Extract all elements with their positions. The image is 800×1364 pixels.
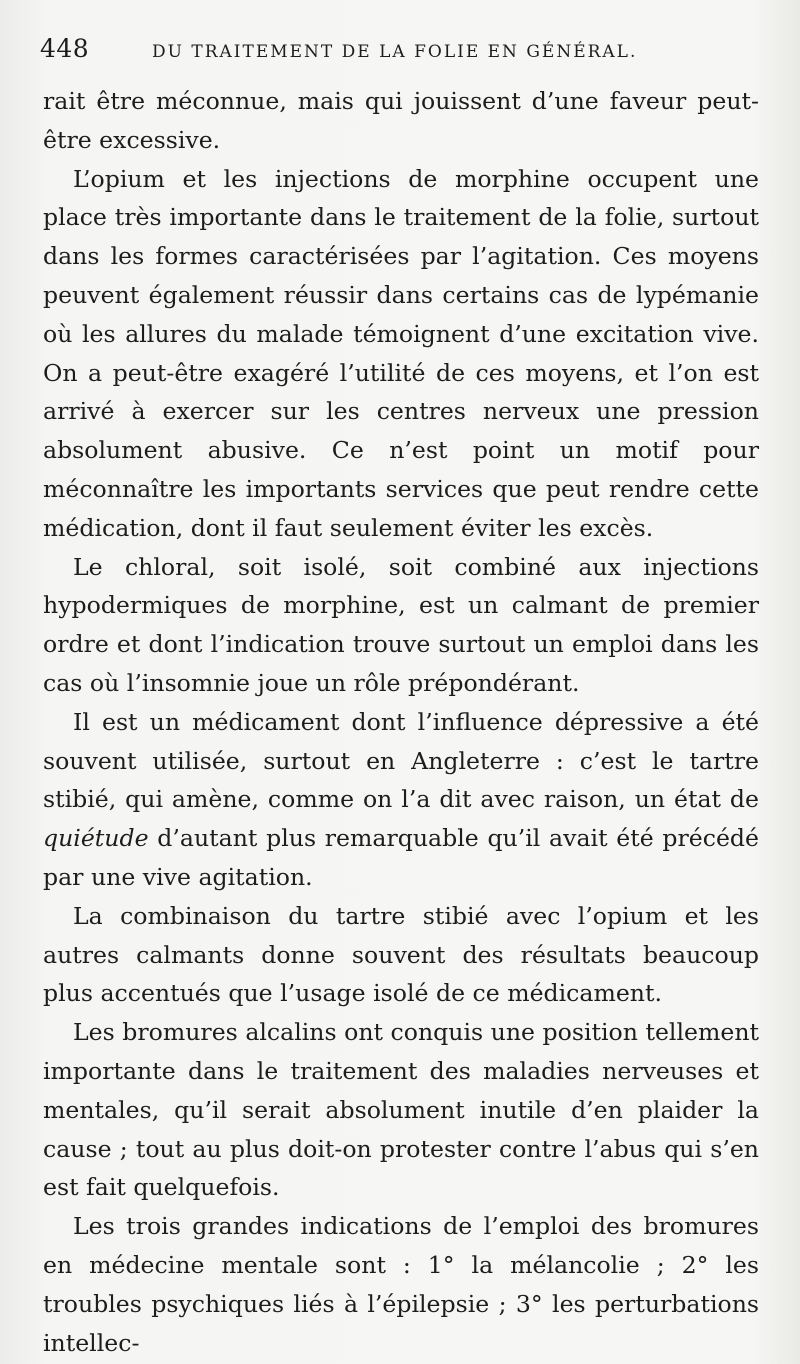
paragraph-combinaison: La combinaison du tartre stibié avec l’opium et les autres calmants donne souvent des résultats beaucoup plus accentués que l’usage isolé de ce médicament. — [43, 901, 759, 1008]
running-head: DU TRAITEMENT DE LA FOLIE EN GÉNÉRAL. — [152, 42, 638, 62]
paragraph-text: Il est un médicament dont l’influence dépressive a été souvent utilisée, surtout en Angleterre : c’est le tartre stibié, qui amène, comme on l’a dit avec raison, un état de — [43, 707, 759, 814]
body-text — [43, 82, 759, 1362]
paragraph-continuation: rait être méconnue, mais qui jouissent d’une faveur peut-être excessive. — [43, 87, 759, 154]
paragraph-bromures: Les bromures alcalins ont conquis une position tellement importante dans le traitement des maladies nerveuses et mentales, qu’il serait absolument inutile d’en plaider la cause ; tout au plus doit-on protester contre l’abus qui s’en est fait quelquefois. — [43, 1018, 759, 1202]
paragraph-tartre-stibie — [43, 703, 759, 897]
page-number: 448 — [40, 34, 90, 63]
paragraph-opium: L’opium et les injections de morphine occupent une place très importante dans le traitement de la folie, surtout dans les formes caractérisées par l’agitation. Ces moyens peuvent également réussir dans certains cas de lypémanie où les allures du malade témoignent d’une excitation vive. On a peut-être exagéré l’utilité de ces moyens, et l’on est arrivé à exercer sur les centres nerveux une pression absolument abusive. Ce n’est point un motif pour méconnaître les importants services que peut rendre cette médication, dont il faut seulement éviter les excès. — [43, 164, 759, 542]
paragraph-chloral: Le chloral, soit isolé, soit combiné aux injections hypodermiques de morphine, est un calmant de premier ordre et dont l’indication trouve surtout un emploi dans les cas où l’insomnie joue un rôle prépondérant. — [43, 552, 759, 697]
page-header — [40, 34, 760, 74]
paragraph-text: d’autant plus remarquable qu’il avait été précédé par une vive agitation. — [43, 824, 759, 891]
paragraph-indications: Les trois grandes indications de l’emploi des bromures en médecine mentale sont : 1° la mélancolie ; 2° les troubles psychiques liés à l’épilepsie ; 3° les perturbations intellec- — [43, 1212, 759, 1357]
italic-term: quiétude — [43, 824, 149, 853]
